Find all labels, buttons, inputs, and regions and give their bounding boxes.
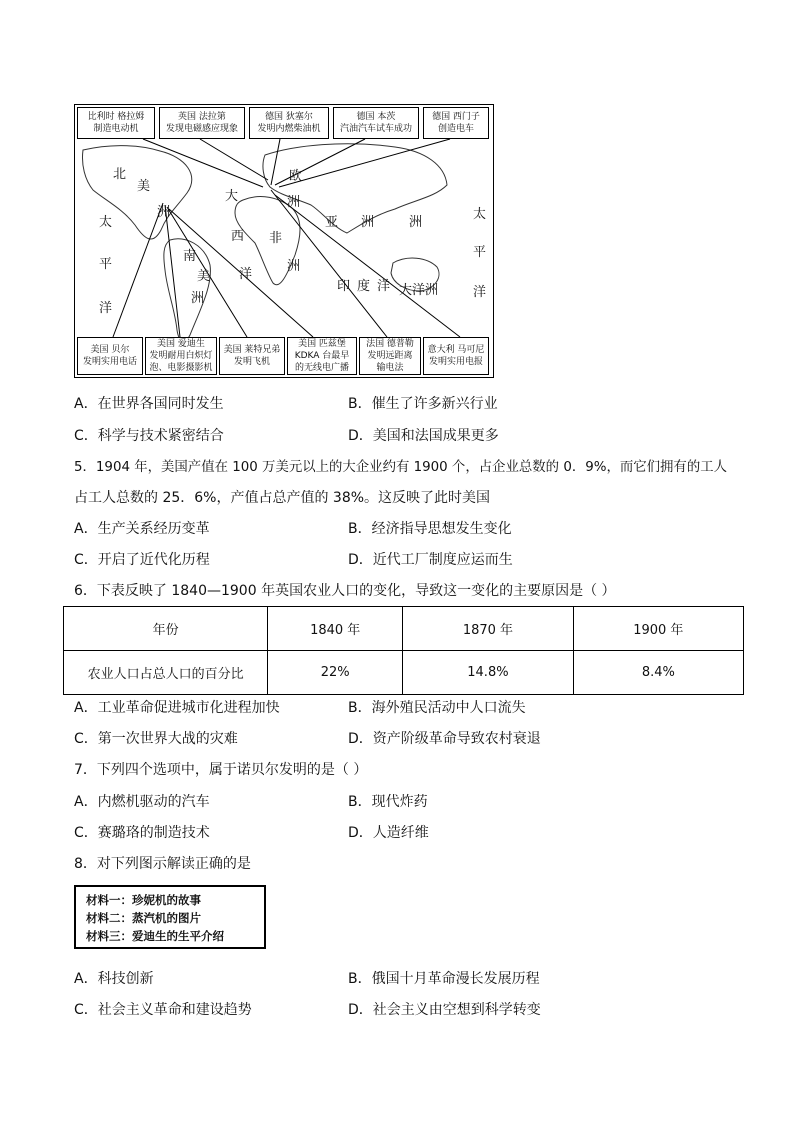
material-item: 材料一：珍妮机的故事 (86, 893, 201, 907)
materials-box (74, 885, 266, 949)
agri-population-table (63, 606, 744, 695)
q8-option-b[interactable]: B．俄国十月革命漫长发展历程 (348, 971, 540, 987)
q7-option-c[interactable]: C．赛璐珞的制造技术 (74, 825, 210, 841)
label-mei-north: 美 (137, 179, 151, 194)
q4-option-b[interactable]: B．催生了许多新兴行业 (348, 396, 498, 412)
table-cell: 22% (268, 651, 403, 695)
q4-option-a[interactable]: A．在世界各国同时发生 (74, 396, 224, 412)
table-header-cell: 年份 (64, 607, 268, 651)
label-du: 度 (357, 279, 371, 294)
label-yang-atlantic: 洋 (239, 267, 253, 282)
caption-bell: 美国 贝尔 发明实用电话 (77, 337, 143, 375)
caption-siemens: 德国 西门子 创造电车 (423, 107, 489, 139)
table-row (64, 651, 744, 695)
q5-stem-line1: 5．1904 年，美国产值在 100 万美元以上的大企业约有 1900 个，占企业总数的 0．9%，而它们拥有的工人 (74, 460, 727, 475)
label-ping-left: 平 (99, 257, 113, 272)
label-fei: 非 (269, 231, 283, 246)
label-nan: 南 (183, 249, 197, 264)
q7-option-b[interactable]: B．现代炸药 (348, 794, 428, 810)
q8-stem: 8．对下列图示解读正确的是 (74, 856, 251, 872)
material-item: 材料二：蒸汽机的图片 (86, 911, 201, 925)
caption-edison: 美国 爱迪生 发明耐用白炽灯 泡、电影摄影机 (145, 337, 217, 375)
label-zhou-asia2: 洲 (409, 215, 423, 230)
label-ou: 欧 (289, 169, 303, 184)
label-mei-south: 美 (197, 269, 211, 284)
label-ya: 亚 (325, 215, 339, 230)
label-tai-right: 太 (473, 207, 487, 222)
caption-deprez: 法国 德普勒 发明远距离 输电法 (359, 337, 421, 375)
label-zhou-asia: 洲 (361, 215, 375, 230)
q6-option-a[interactable]: A．工业革命促进城市化进程加快 (74, 700, 280, 716)
label-zhou-africa: 洲 (287, 259, 301, 274)
caption-gramme: 比利时 格拉姆 制造电动机 (77, 107, 155, 139)
caption-kdka: 美国 匹兹堡 KDKA 台最早 的无线电广播 (287, 337, 357, 375)
label-ping-right: 平 (473, 245, 487, 260)
pointer-lines (113, 139, 460, 337)
label-da: 大 (225, 189, 239, 204)
q6-option-b[interactable]: B．海外殖民活动中人口流失 (348, 700, 526, 716)
caption-faraday: 英国 法拉第 发现电磁感应现象 (159, 107, 245, 139)
caption-wright: 美国 莱特兄弟 发明飞机 (219, 337, 285, 375)
q7-option-d[interactable]: D．人造纤维 (348, 825, 429, 841)
label-tai-left: 太 (99, 215, 113, 230)
label-zhou-south: 洲 (191, 291, 205, 306)
q6-option-c[interactable]: C．第一次世界大战的灾难 (74, 731, 238, 747)
q5-option-b[interactable]: B．经济指导思想发生变化 (348, 521, 512, 537)
label-xi: 西 (231, 229, 245, 244)
world-inventions-map (74, 104, 494, 378)
q6-stem: 6．下表反映了 1840—1900 年英国农业人口的变化，导致这一变化的主要原因是（ ） (74, 583, 616, 599)
label-dayangzhou: 大洋洲 (399, 283, 439, 298)
table-header-row (64, 607, 744, 651)
material-item: 材料三：爱迪生的生平介绍 (86, 929, 224, 943)
label-yang-indian: 洋 (377, 279, 391, 294)
caption-marconi: 意大利 马可尼 发明实用电报 (423, 337, 489, 375)
label-bei: 北 (113, 167, 127, 182)
label-yang-left: 洋 (99, 301, 113, 316)
label-zhou-europe: 洲 (287, 195, 301, 210)
table-header-cell: 1900 年 (573, 607, 743, 651)
q5-option-d[interactable]: D．近代工厂制度应运而生 (348, 552, 513, 568)
label-yang-right: 洋 (473, 285, 487, 300)
q5-option-c[interactable]: C．开启了近代化历程 (74, 552, 210, 568)
table-cell: 14.8% (403, 651, 573, 695)
table-cell: 8.4% (573, 651, 743, 695)
table-header-cell: 1840 年 (268, 607, 403, 651)
q8-option-a[interactable]: A．科技创新 (74, 971, 154, 987)
label-zhou-north: 洲 (157, 205, 171, 220)
q6-option-d[interactable]: D．资产阶级革命导致农村衰退 (348, 731, 541, 747)
q4-option-c[interactable]: C．科学与技术紧密结合 (74, 428, 224, 444)
q5-stem-line2: 占工人总数的 25．6%，产值占总产值的 38%。这反映了此时美国 (74, 490, 491, 506)
q8-option-d[interactable]: D．社会主义由空想到科学转变 (348, 1002, 541, 1018)
q4-option-d[interactable]: D．美国和法国成果更多 (348, 428, 499, 444)
caption-diesel: 德国 狄塞尔 发明内燃柴油机 (249, 107, 329, 139)
q7-stem: 7．下列四个选项中，属于诺贝尔发明的是（ ） (74, 762, 368, 778)
q7-option-a[interactable]: A．内燃机驱动的汽车 (74, 794, 210, 810)
table-cell: 农业人口占总人口的百分比 (64, 651, 268, 695)
q5-option-a[interactable]: A．生产关系经历变革 (74, 521, 210, 537)
q8-option-c[interactable]: C．社会主义革命和建设趋势 (74, 1002, 252, 1018)
table-header-cell: 1870 年 (403, 607, 573, 651)
caption-benz: 德国 本茨 汽油汽车试车成功 (333, 107, 419, 139)
label-yin: 印 (337, 279, 351, 294)
